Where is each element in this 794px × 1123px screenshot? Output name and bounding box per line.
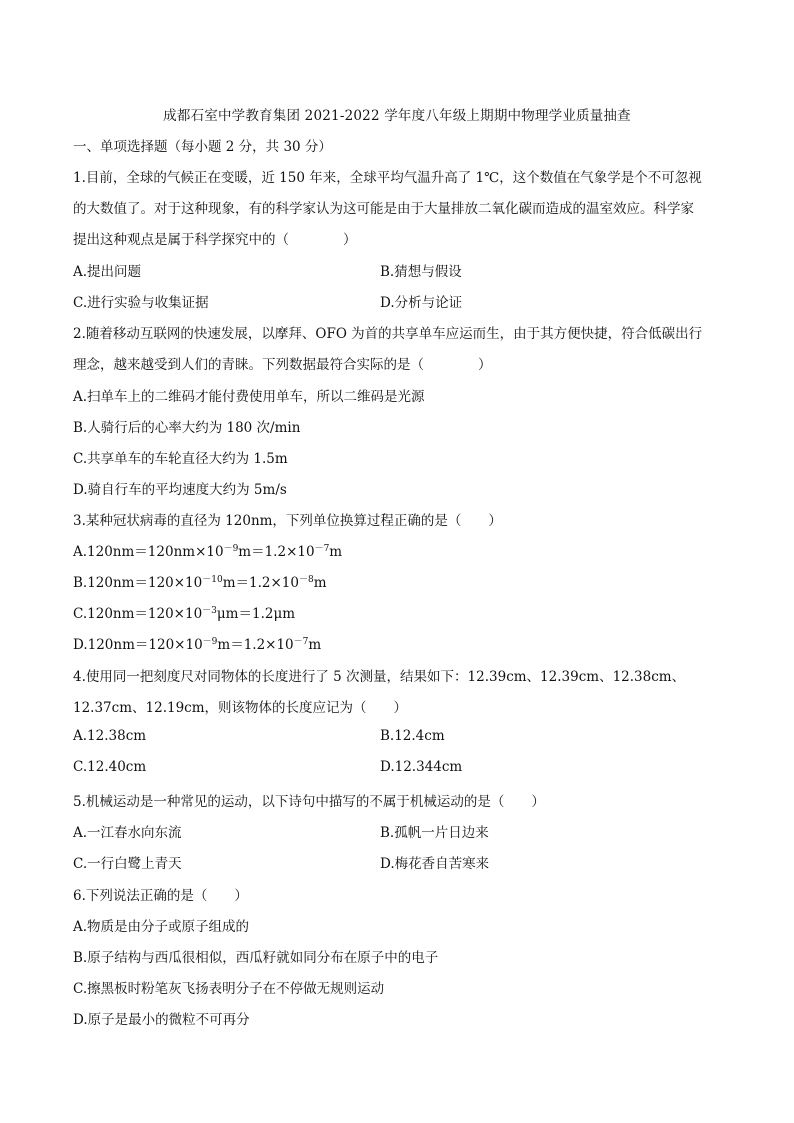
option-d: D.12.344cm bbox=[380, 759, 463, 775]
exponent: －3 bbox=[202, 606, 217, 616]
option-a: A.物质是由分子或原子组成的 bbox=[73, 919, 250, 935]
question-text-line: 2.随着移动互联网的快速发展，以摩拜、OFO 为首的共享单车应运而生，由于其方便快捷，符合低碳出行 bbox=[73, 326, 703, 342]
question-text-line: 的大数值了。对于这种现象，有的科学家认为这可能是由于大量排放二氧化碳而造成的温室效应。科学家 bbox=[73, 201, 694, 217]
question-text-line: 理念，越来越受到人们的青睐。下列数据最符合实际的是（ ） bbox=[73, 357, 492, 373]
question-text-line: 1.目前，全球的气候正在变暖，近 150 年来，全球平均气温升高了 1℃，这个数值在气象学是个不可忽视 bbox=[73, 170, 702, 186]
option-text: m bbox=[308, 637, 322, 653]
option-a bbox=[73, 540, 342, 560]
option-text: C.120nm＝120×10 bbox=[73, 606, 203, 622]
option-text: D.120nm＝120×10 bbox=[73, 637, 203, 653]
exponent: －8 bbox=[298, 575, 314, 585]
exponent: －7 bbox=[293, 637, 309, 647]
exam-title: 成都石室中学教育集团 2021-2022 学年度八年级上期期中物理学业质量抽查 bbox=[163, 108, 631, 124]
question-text-line: 6.下列说法正确的是（ ） bbox=[73, 888, 248, 904]
question-text-line: 5.机械运动是一种常见的运动，以下诗句中描写的不属于机械运动的是（ ） bbox=[73, 794, 545, 810]
option-c: C.12.40cm bbox=[73, 759, 147, 775]
option-text: m bbox=[329, 544, 343, 560]
section-heading: 一、单项选择题（每小题 2 分，共 30 分） bbox=[73, 139, 332, 155]
exponent: －7 bbox=[314, 544, 330, 554]
option-text: A.120nm＝120nm×10 bbox=[73, 544, 224, 560]
option-b: B.12.4cm bbox=[380, 728, 445, 744]
option-c: C.一行白鹭上青天 bbox=[73, 856, 182, 872]
option-b: B.原子结构与西瓜很相似，西瓜籽就如同分布在原子中的电子 bbox=[73, 950, 439, 966]
exponent: －9 bbox=[223, 544, 239, 554]
option-text: m＝1.2×10 bbox=[222, 575, 299, 591]
option-c: C.共享单车的车轮直径大约为 1.5m bbox=[73, 451, 288, 467]
option-b bbox=[73, 571, 327, 591]
option-text: m bbox=[313, 575, 327, 591]
option-a: A.提出问题 bbox=[73, 264, 142, 280]
option-d bbox=[73, 633, 321, 653]
option-d: D.骑自行车的平均速度大约为 5m/s bbox=[73, 482, 287, 498]
option-b: B.猜想与假设 bbox=[380, 264, 462, 280]
option-b: B.人骑行后的心率大约为 180 次/min bbox=[73, 420, 301, 436]
option-a: A.一江春水向东流 bbox=[73, 825, 182, 841]
option-text: μm＝1.2μm bbox=[216, 606, 296, 622]
option-d: D.分析与论证 bbox=[380, 295, 463, 311]
option-a: A.扫单车上的二维码才能付费使用单车，所以二维码是光源 bbox=[73, 389, 425, 405]
question-text-line: 4.使用同一把刻度尺对同物体的长度进行了 5 次测量，结果如下：12.39cm、12.39cm、12.38cm、 bbox=[73, 669, 686, 685]
option-d: D.梅花香自苦寒来 bbox=[380, 856, 490, 872]
option-text: m＝1.2×10 bbox=[238, 544, 315, 560]
option-c: C.擦黑板时粉笔灰飞扬表明分子在不停做无规则运动 bbox=[73, 981, 385, 997]
option-text: m＝1.2×10 bbox=[217, 637, 294, 653]
exponent: －10 bbox=[202, 575, 223, 585]
option-c: C.进行实验与收集证据 bbox=[73, 295, 209, 311]
question-text-line: 提出这种观点是属于科学探究中的（ ） bbox=[73, 232, 357, 248]
option-d: D.原子是最小的微粒不可再分 bbox=[73, 1012, 250, 1028]
question-text-line: 3.某种冠状病毒的直径为 120nm，下列单位换算过程正确的是（ ） bbox=[73, 513, 502, 529]
option-a: A.12.38cm bbox=[73, 728, 147, 744]
exponent: －9 bbox=[202, 637, 218, 647]
option-c bbox=[73, 602, 295, 622]
option-b: B.孤帆一片日边来 bbox=[380, 825, 489, 841]
question-text-line: 12.37cm、12.19cm，则该物体的长度应记为（ ） bbox=[73, 700, 408, 716]
option-text: B.120nm＝120×10 bbox=[73, 575, 203, 591]
